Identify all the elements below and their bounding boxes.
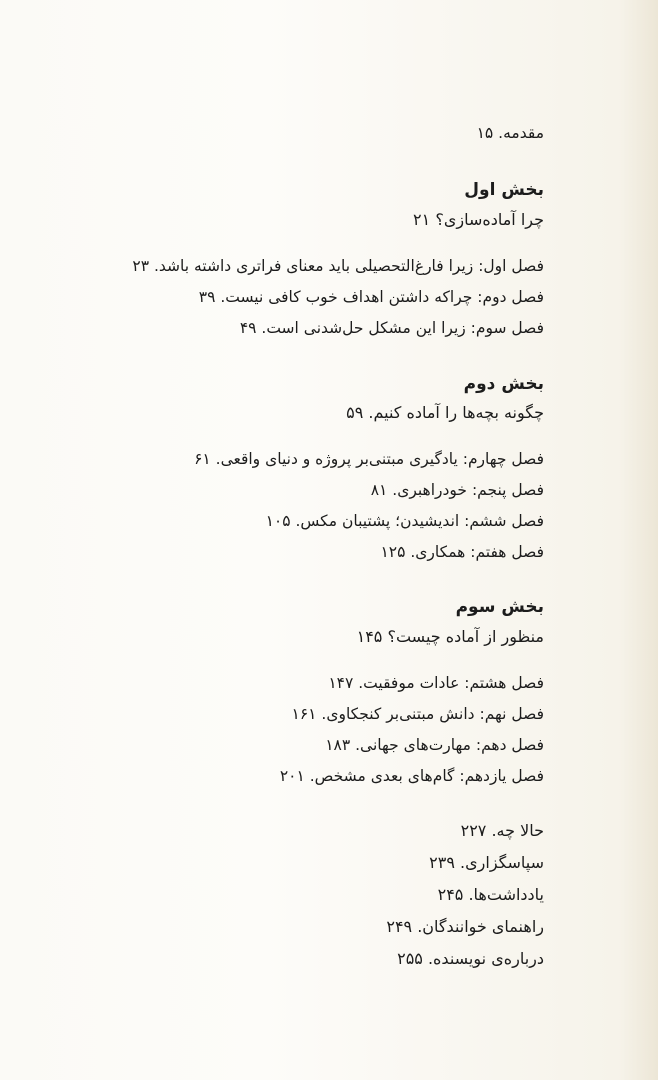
chapter-10: فصل دهم: مهارت‌های جهانی. ۱۸۳ xyxy=(325,736,544,754)
part-2-subtitle: چگونه بچه‌ها را آماده کنیم. ۵۹ xyxy=(346,403,544,422)
chapter-2: فصل دوم: چراکه داشتن اهداف خوب کافی نیست. ۳۹ xyxy=(198,288,544,306)
back-matter-item: راهنمای خوانندگان. ۲۴۹ xyxy=(386,917,544,936)
chapter-9: فصل نهم: دانش مبتنی‌بر کنجکاوی. ۱۶۱ xyxy=(291,705,544,723)
back-matter-item: سپاسگزاری. ۲۳۹ xyxy=(429,853,544,872)
part-1-subtitle: چرا آماده‌سازی؟ ۲۱ xyxy=(413,210,544,229)
back-matter-item: یادداشت‌ها. ۲۴۵ xyxy=(437,885,544,904)
back-matter-item: حالا چه. ۲۲۷ xyxy=(460,821,544,840)
chapter-7: فصل هفتم: همکاری. ۱۲۵ xyxy=(380,543,544,561)
chapter-5: فصل پنجم: خودراهبری. ۸۱ xyxy=(370,481,544,499)
chapter-11: فصل یازدهم: گام‌های بعدی مشخص. ۲۰۱ xyxy=(279,767,544,785)
chapter-6: فصل ششم: اندیشیدن؛ پشتیبان مکس. ۱۰۵ xyxy=(265,512,544,530)
chapter-3: فصل سوم: زیرا این مشکل حل‌شدنی است. ۴۹ xyxy=(239,319,544,337)
part-3-heading: بخش سوم xyxy=(455,597,544,617)
part-3-subtitle: منظور از آماده چیست؟ ۱۴۵ xyxy=(356,627,544,646)
chapter-8: فصل هشتم: عادات موفقیت. ۱۴۷ xyxy=(328,674,544,692)
part-2-heading: بخش دوم xyxy=(463,374,544,394)
part-1-heading: بخش اول xyxy=(464,180,544,200)
chapter-1: فصل اول: زیرا فارغ‌التحصیلی باید معنای فراتری داشته باشد. ۲۳ xyxy=(132,257,544,275)
toc-intro: مقدمه. ۱۵ xyxy=(476,124,544,142)
chapter-4: فصل چهارم: یادگیری مبتنی‌بر پروژه و دنیای واقعی. ۶۱ xyxy=(194,450,544,468)
back-matter-item: درباره‌ی نویسنده. ۲۵۵ xyxy=(397,949,544,968)
